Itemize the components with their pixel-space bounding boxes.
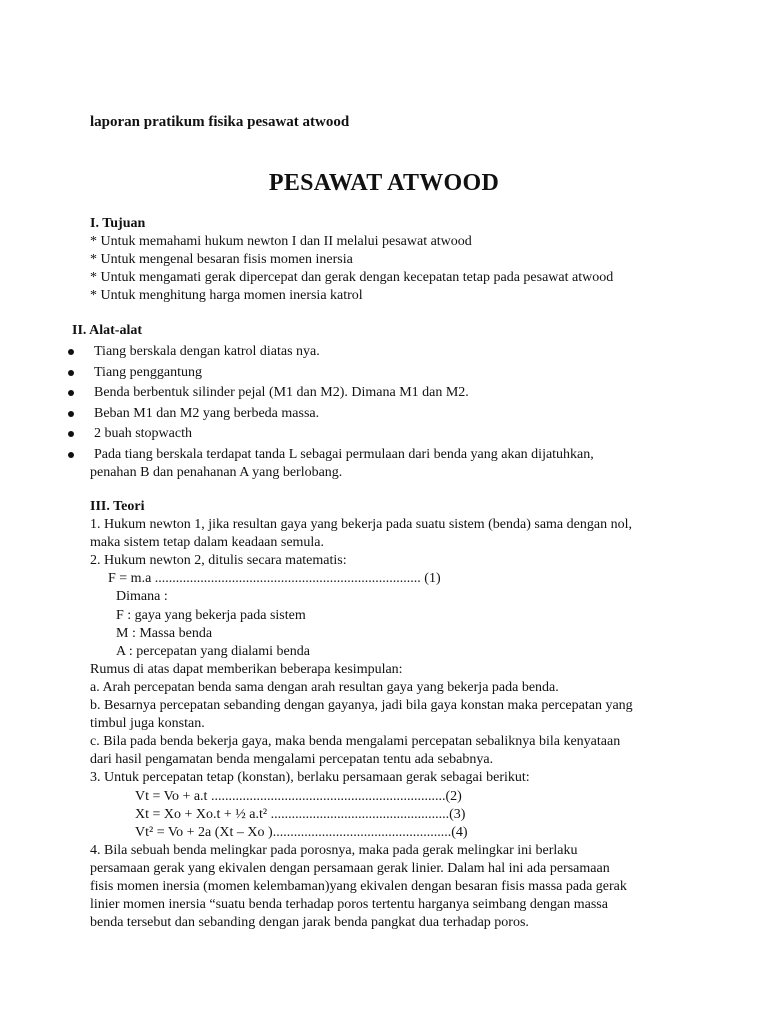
tujuan-item: * Untuk mengenal besaran fisis momen inersia	[90, 252, 353, 267]
alat-item-text: Tiang penggantung	[94, 364, 202, 380]
teori-line: c. Bila pada benda bekerja gaya, maka benda mengalami percepatan sebaliknya bila kenyataan	[90, 734, 621, 750]
teori-line: 3. Untuk percepatan tetap (konstan), berlaku persamaan gerak sebagai berikut:	[90, 770, 530, 786]
document-heading: laporan pratikum fisika pesawat atwood	[90, 114, 350, 130]
tujuan-item: * Untuk mengamati gerak dipercepat dan gerak dengan kecepatan tetap pada pesawat atwood	[90, 270, 614, 285]
definition-line: A : percepatan yang dialami benda	[116, 643, 310, 659]
definition-line: F : gaya yang bekerja pada sistem	[116, 607, 306, 623]
bullet-icon	[68, 349, 74, 355]
bullet-icon	[68, 431, 74, 437]
page-title: PESAWAT ATWOOD	[268, 170, 500, 196]
bullet-icon	[68, 390, 74, 396]
list-item	[60, 384, 594, 405]
tujuan-item: * Untuk menghitung harga momen inersia katrol	[90, 288, 363, 303]
teori-line: 1. Hukum newton 1, jika resultan gaya yang bekerja pada suatu sistem (benda) sama dengan nol,	[90, 517, 632, 533]
tujuan-item: * Untuk memahami hukum newton I dan II melalui pesawat atwood	[90, 234, 472, 249]
list-item	[60, 405, 594, 426]
section-tujuan	[90, 215, 613, 305]
bullet-icon	[68, 452, 74, 458]
teori-line: maka sistem tetap dalam keadaan semula.	[90, 535, 325, 551]
alat-item-text: Pada tiang berskala terdapat tanda L sebagai permulaan dari benda yang akan dijatuhkan,	[94, 446, 594, 462]
teori-line: Dimana :	[116, 589, 168, 605]
list-item	[60, 343, 594, 364]
section-alat	[72, 322, 142, 340]
formula-line: F = m.a ............................................................................ (1)	[108, 571, 441, 587]
list-item	[60, 446, 594, 482]
teori-line: linier momen inersia “suatu benda terhadap poros tertentu harganya seimbang dengan massa	[90, 897, 608, 913]
definition-line: M : Massa benda	[116, 625, 213, 641]
teori-line: b. Besarnya percepatan sebanding dengan gayanya, jadi bila gaya konstan maka percepatan yang	[90, 698, 633, 714]
list-item	[60, 425, 594, 446]
section-title-alat: II. Alat-alat	[72, 323, 142, 338]
teori-line: 4. Bila sebuah benda melingkar pada porosnya, maka pada gerak melingkar ini berlaku	[90, 842, 578, 858]
section-title-tujuan: I. Tujuan	[90, 216, 146, 231]
teori-line: benda tersebut dan sebanding dengan jarak benda pangkat dua terhadap poros.	[90, 915, 529, 931]
list-item	[60, 364, 594, 385]
section-teori	[90, 498, 710, 932]
formula-line: Xt = Xo + Xo.t + ½ a.t² ...................................................(3)	[135, 806, 466, 822]
formula-line: Vt = Vo + a.t ...................................................................(2)	[135, 788, 462, 804]
teori-line: fisis momen inersia (momen kelembaman)yang ekivalen dengan besaran fisis massa pada gerak	[90, 878, 627, 894]
teori-line: a. Arah percepatan benda sama dengan arah resultan gaya yang bekerja pada benda.	[90, 679, 559, 695]
section-title-teori: III. Teori	[90, 499, 145, 514]
alat-item-continuation: penahan B dan penahanan A yang berlobang.	[90, 464, 343, 480]
teori-line: persamaan gerak yang ekivalen dengan persamaan gerak linier. Dalam hal ini ada persamaan	[90, 860, 610, 876]
alat-item-text: Benda berbentuk silinder pejal (M1 dan M2). Dimana M1 dan M2.	[94, 385, 469, 400]
bullet-icon	[68, 411, 74, 417]
teori-line: Rumus di atas dapat memberikan beberapa kesimpulan:	[90, 661, 403, 677]
alat-list	[60, 343, 594, 482]
bullet-icon	[68, 370, 74, 376]
alat-item-text: Tiang berskala dengan katrol diatas nya.	[94, 344, 320, 359]
teori-line: dari hasil pengamatan benda mengalami percepatan tentu ada sebabnya.	[90, 752, 494, 768]
alat-item-text: Beban M1 dan M2 yang berbeda massa.	[94, 405, 320, 421]
alat-item-text: 2 buah stopwacth	[94, 426, 192, 441]
teori-line: timbul juga konstan.	[90, 716, 205, 732]
formula-line: Vt² = Vo + 2a (Xt – Xo )...................................................(4)	[135, 824, 468, 840]
teori-line: 2. Hukum newton 2, ditulis secara matematis:	[90, 553, 347, 569]
